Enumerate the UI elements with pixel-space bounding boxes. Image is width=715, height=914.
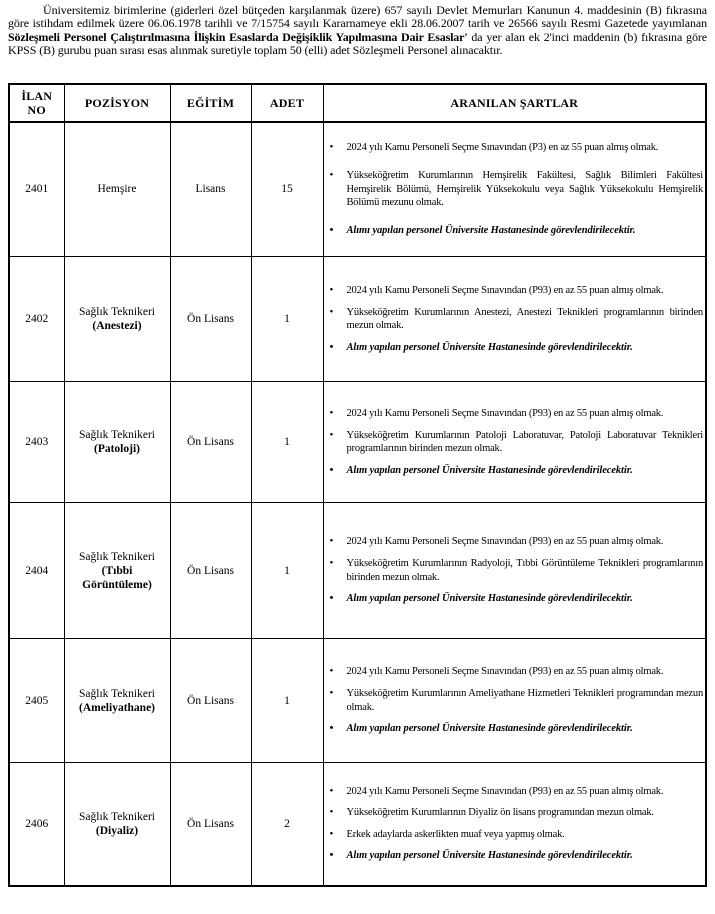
requirement-item: • Yükseköğretim Kurumlarının Anestezi, Anestezi Teknikleri programlarının birinden mezun olmak. — [326, 306, 704, 333]
pozisyon-detail: (Tıbbi Görüntüleme) — [82, 564, 152, 591]
cell-adet: 1 — [251, 639, 323, 763]
header-cell-pozisyon: POZİSYON — [64, 84, 170, 122]
table-row — [9, 503, 706, 639]
header-cell-ilan-no: İLAN NO — [9, 84, 64, 122]
header-cell-adet: ADET — [251, 84, 323, 122]
cell-sartlar — [323, 503, 706, 639]
cell-pozisyon — [64, 257, 170, 382]
header-cell-sartlar: ARANILAN ŞARTLAR — [323, 84, 706, 122]
cell-egitim: Ön Lisans — [170, 503, 251, 639]
requirement-item: • 2024 yılı Kamu Personeli Seçme Sınavından (P93) en az 55 puan almış olmak. — [326, 284, 704, 298]
table-row — [9, 257, 706, 382]
header-cell-egitim: EĞİTİM — [170, 84, 251, 122]
cell-pozisyon — [64, 382, 170, 503]
pozisyon-name: Sağlık Teknikeri — [79, 429, 155, 442]
requirements-list — [326, 284, 704, 354]
cell-ilan-no: 2401 — [9, 122, 64, 257]
cell-sartlar — [323, 382, 706, 503]
requirement-item: • 2024 yılı Kamu Personeli Seçme Sınavından (P3) en az 55 puan almış olmak. — [326, 141, 704, 155]
cell-ilan-no: 2405 — [9, 639, 64, 763]
intro-bold-title: Sözleşmeli Personel Çalıştırılmasına İlişkin Esaslarda Değişiklik Yapılmasına Dair Esaslar' — [8, 29, 468, 44]
requirement-item: • 2024 yılı Kamu Personeli Seçme Sınavından (P93) en az 55 puan almış olmak. — [326, 665, 704, 679]
pozisyon-name: Sağlık Teknikeri — [79, 810, 155, 823]
cell-egitim: Ön Lisans — [170, 639, 251, 763]
cell-sartlar — [323, 639, 706, 763]
cell-pozisyon — [64, 639, 170, 763]
requirement-item: • Erkek adaylarda askerlikten muaf veya yapmış olmak. — [326, 828, 704, 842]
positions-table — [8, 83, 707, 887]
intro-text-end: da yer alan ek 2'inci maddenin (b) fıkrasına göre KPSS (B) gurubu puan sırası esas alınmak suretiyle toplam 50 (elli) adet Sözleşmeli Personel alınacaktır. — [8, 29, 707, 58]
cell-ilan-no: 2402 — [9, 257, 64, 382]
cell-sartlar — [323, 122, 706, 257]
cell-ilan-no: 2403 — [9, 382, 64, 503]
cell-ilan-no: 2404 — [9, 503, 64, 639]
cell-adet: 1 — [251, 503, 323, 639]
pozisyon-detail: (Ameliyathane) — [78, 701, 155, 714]
cell-adet: 1 — [251, 257, 323, 382]
table-row — [9, 763, 706, 886]
requirement-item: • 2024 yılı Kamu Personeli Seçme Sınavından (P93) en az 55 puan almış olmak. — [326, 535, 704, 549]
cell-adet: 1 — [251, 382, 323, 503]
cell-pozisyon — [64, 763, 170, 886]
requirements-list — [326, 141, 704, 237]
cell-adet: 15 — [251, 122, 323, 257]
requirement-item: • Yükseköğretim Kurumlarının Diyaliz ön lisans programından mezun olmak. — [326, 806, 704, 820]
intro-text-start: Üniversitemiz birimlerine (giderleri özel bütçeden karşılanmak üzere) 657 sayılı Devlet Memurları Kanunun 4. maddesinin (B) fıkrasına göre istihdam edilmek üzere 06.06.1978 tarihli ve 7/15754 sayılı Kararnameye ekli 28.06.2007 tarih ve 26566 sayılı Resmi Gazetede yayımlanan — [8, 3, 707, 31]
pozisyon-detail: (Patoloji) — [94, 443, 140, 456]
requirements-list — [326, 665, 704, 735]
requirement-item-emphasis: • Alım yapılan personel Üniversite Hastanesinde görevlendirilecektir. — [326, 722, 704, 736]
pozisyon-name: Sağlık Teknikeri — [79, 306, 155, 319]
requirements-list — [326, 535, 704, 605]
cell-egitim: Lisans — [170, 122, 251, 257]
cell-sartlar — [323, 257, 706, 382]
requirement-item: • Yükseköğretim Kurumlarının Radyoloji, Tıbbi Görüntüleme Teknikleri programlarının birinden mezun olmak. — [326, 557, 704, 584]
cell-egitim: Ön Lisans — [170, 763, 251, 886]
pozisyon-name: Sağlık Teknikeri — [79, 687, 155, 700]
cell-egitim: Ön Lisans — [170, 382, 251, 503]
requirement-item-emphasis: • Alımı yapılan personel Üniversite Hastanesinde görevlendirilecektir. — [326, 224, 704, 238]
requirement-item-emphasis: • Alım yapılan personel Üniversite Hastanesinde görevlendirilecektir. — [326, 849, 704, 863]
cell-sartlar — [323, 763, 706, 886]
pozisyon-name: Sağlık Teknikeri — [79, 550, 155, 563]
cell-pozisyon — [64, 122, 170, 257]
requirements-list — [326, 785, 704, 863]
pozisyon-detail: (Anestezi) — [92, 320, 142, 333]
intro-paragraph — [8, 4, 707, 58]
requirement-item: • Yükseköğretim Kurumlarının Hemşirelik Fakültesi, Sağlık Bilimleri Fakültesi Hemşirelik Bölümü, Hemşirelik Yüksekokulu veya Sağlık Yüksekokulu Hemşirelik Bölümü mezunu olmak. — [326, 169, 704, 210]
cell-pozisyon — [64, 503, 170, 639]
requirement-item-emphasis: • Alım yapılan personel Üniversite Hastanesinde görevlendirilecektir. — [326, 464, 704, 478]
table-row — [9, 639, 706, 763]
cell-adet: 2 — [251, 763, 323, 886]
requirement-item-emphasis: • Alım yapılan personel Üniversite Hastanesinde görevlendirilecektir. — [326, 592, 704, 606]
table-row — [9, 382, 706, 503]
pozisyon-detail: (Diyaliz) — [95, 824, 139, 837]
requirement-item-emphasis: • Alım yapılan personel Üniversite Hastanesinde görevlendirilecektir. — [326, 341, 704, 355]
requirement-item: • Yükseköğretim Kurumlarının Patoloji Laboratuvar, Patoloji Laboratuvar Teknikleri programlarının birinden mezun olmak. — [326, 429, 704, 456]
table-header-row — [9, 84, 706, 122]
cell-egitim: Ön Lisans — [170, 257, 251, 382]
pozisyon-name: Hemşire — [97, 183, 137, 196]
requirements-list — [326, 407, 704, 477]
cell-ilan-no: 2406 — [9, 763, 64, 886]
requirement-item: • 2024 yılı Kamu Personeli Seçme Sınavından (P93) en az 55 puan almış olmak. — [326, 785, 704, 799]
requirement-item: • Yükseköğretim Kurumlarının Ameliyathane Hizmetleri Teknikleri programından mezun olmak. — [326, 687, 704, 714]
requirement-item: • 2024 yılı Kamu Personeli Seçme Sınavından (P93) en az 55 puan almış olmak. — [326, 407, 704, 421]
table-row — [9, 122, 706, 257]
